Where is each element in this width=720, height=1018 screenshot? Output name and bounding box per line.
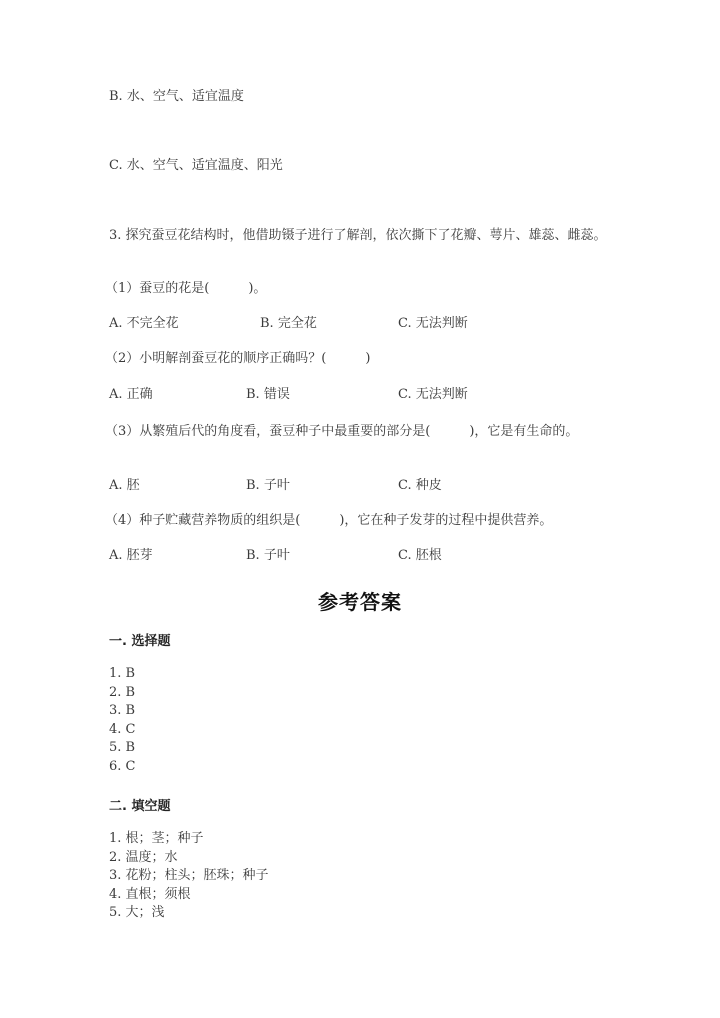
answer-item: 3. B [109, 703, 136, 719]
option-a: A. 胚 [109, 478, 140, 493]
fill-blank-answers-list [109, 830, 269, 923]
option-b: B. 子叶 [246, 548, 290, 563]
option-c: C. 无法判断 [398, 387, 468, 402]
answer-item: 5. B [109, 740, 136, 756]
option-c: C. 种皮 [398, 478, 442, 493]
option-b: B. 错误 [246, 387, 290, 402]
option-b: B. 完全花 [260, 316, 317, 331]
option-c: C. 水、空气、适宜温度、阳光 [109, 158, 283, 173]
sub-question-2-options [109, 386, 609, 404]
sub-question-3: （3）从繁殖后代的角度看，蚕豆种子中最重要的部分是( )，它是有生命的。 [105, 424, 579, 439]
answer-item: 6. C [109, 758, 136, 774]
option-c: C. 无法判断 [398, 316, 468, 331]
section-heading-fill-blank: 二. 填空题 [109, 799, 171, 814]
answer-item: 5. 大；浅 [109, 905, 165, 921]
answer-item: 4. C [109, 721, 136, 737]
choice-answers-list [109, 665, 135, 777]
question-3-stem: 3. 探究蚕豆花结构时，他借助镊子进行了解剖，依次撕下了花瓣、萼片、雄蕊、雌蕊。 [109, 228, 607, 243]
section-heading-choice: 一. 选择题 [109, 634, 171, 649]
answer-item: 2. B [109, 684, 136, 700]
answer-item: 1. B [109, 666, 136, 681]
answer-item: 3. 花粉；柱头；胚珠；种子 [109, 868, 269, 884]
answer-item: 2. 温度；水 [109, 849, 178, 865]
option-a: A. 不完全花 [109, 316, 179, 331]
sub-question-4-options [109, 547, 609, 565]
sub-question-1: （1）蚕豆的花是( )。 [105, 281, 267, 296]
answer-item: 1. 根；茎；种子 [109, 831, 204, 846]
option-b: B. 水、空气、适宜温度 [109, 89, 244, 104]
option-c: C. 胚根 [398, 548, 442, 563]
option-b: B. 子叶 [246, 478, 290, 493]
answer-key-title: 参考答案 [318, 590, 402, 614]
sub-question-4: （4）种子贮藏营养物质的组织是( )，它在种子发芽的过程中提供营养。 [105, 513, 553, 528]
option-a: A. 胚芽 [109, 548, 153, 563]
sub-question-3-options [109, 477, 609, 495]
answer-item: 4. 直根；须根 [109, 886, 191, 902]
sub-question-1-options [109, 315, 609, 333]
option-a: A. 正确 [109, 387, 153, 402]
sub-question-2: （2）小明解剖蚕豆花的顺序正确吗？( ) [105, 351, 371, 366]
